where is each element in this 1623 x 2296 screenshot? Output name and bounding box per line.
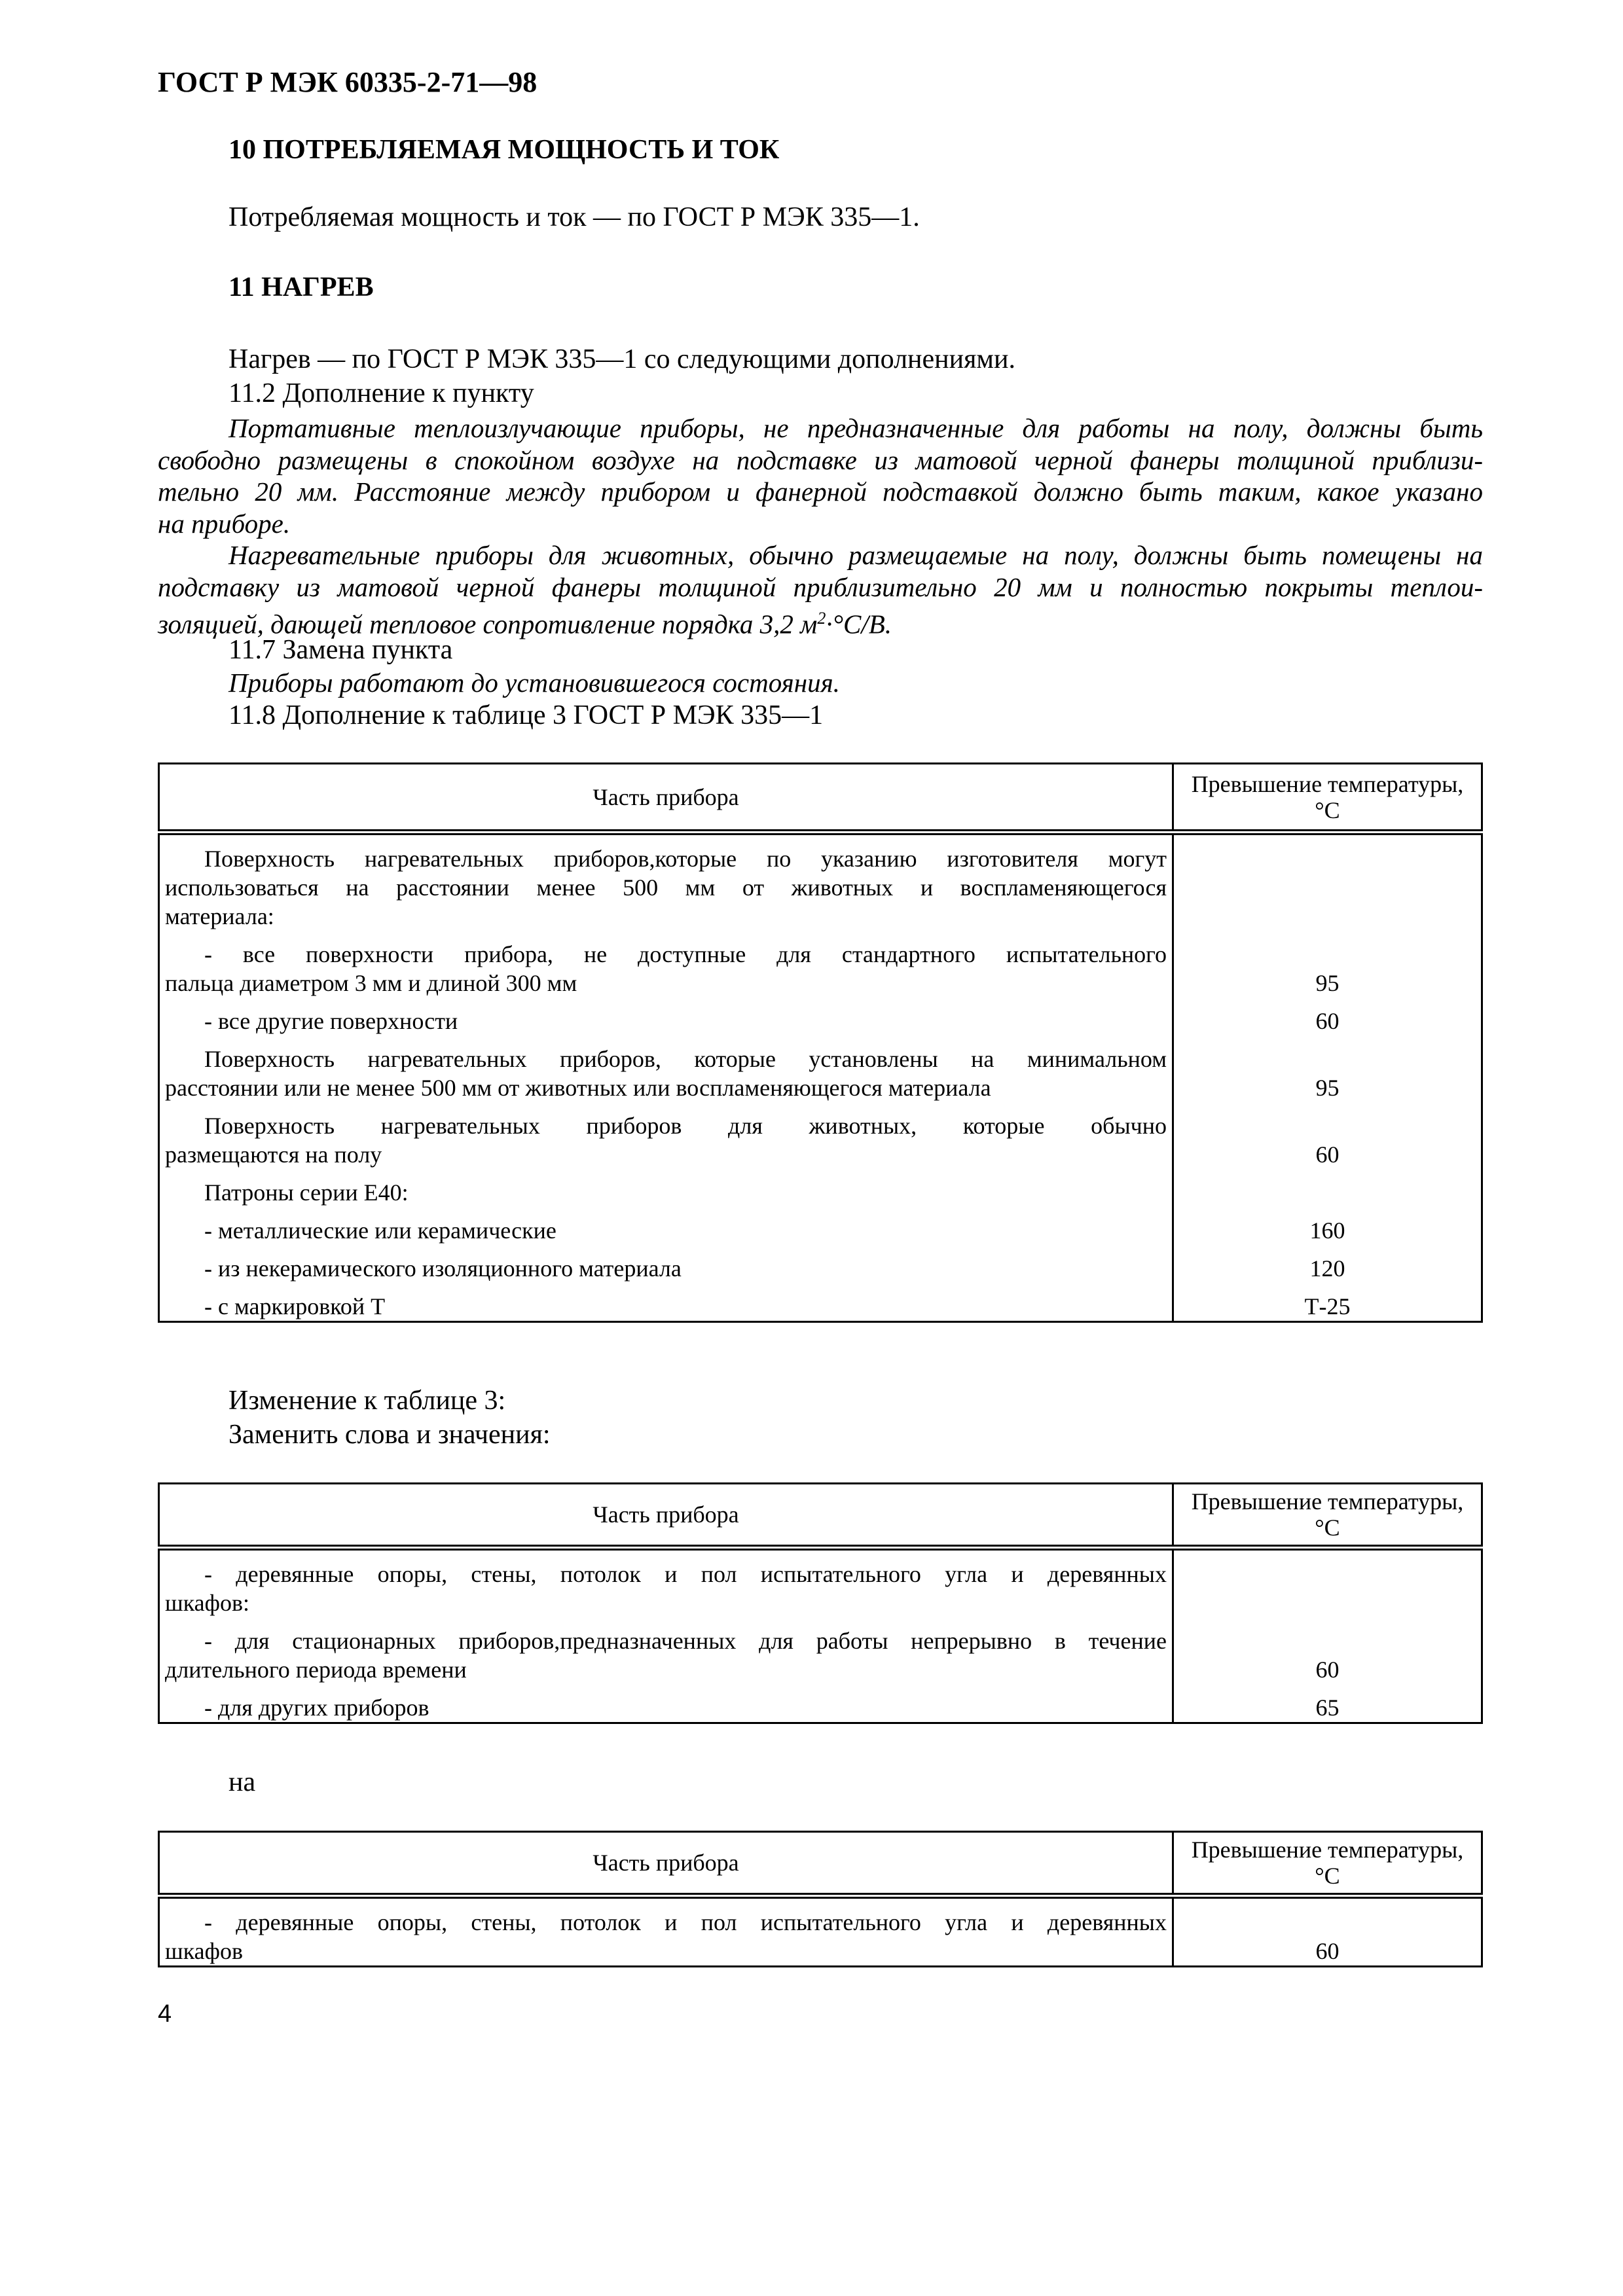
table-3 (158, 1831, 1483, 1967)
clause-11-8: 11.8 Дополнение к таблице 3 ГОСТ Р МЭК 335—1 (228, 700, 824, 730)
section-11-intro: Нагрев — по ГОСТ Р МЭК 335—1 со следующими дополнениями. (228, 344, 1015, 374)
part-cell (159, 1035, 1173, 1102)
cell-line: - для других приборов (204, 1695, 429, 1721)
text-line: подставку из матовой черной фанеры толщиной приблизительно 20 мм и полностью покрыты теплои- (158, 571, 1483, 602)
table-row (159, 931, 1482, 997)
value-cell (1173, 1548, 1482, 1618)
cell-line: - из некерамического изоляционного материала (204, 1255, 682, 1282)
cell-line: Поверхность нагревательных приборов для животных, которые обычно (204, 1113, 1167, 1139)
header-line: Превышение температуры, (1191, 1837, 1464, 1863)
cell-line: размещаются на полу (165, 1141, 382, 1168)
table-row (159, 1548, 1482, 1618)
value-cell: Т-25 (1173, 1283, 1482, 1322)
table-row (159, 833, 1482, 931)
part-cell (159, 1548, 1173, 1618)
cell-line: Поверхность нагревательных приборов,которые по указанию изготовителя могут (204, 846, 1167, 872)
page-number: 4 (158, 2000, 172, 2028)
part-cell (159, 997, 1173, 1035)
cell-line: - все поверхности прибора, не доступные для стандартного испытательного (204, 941, 1167, 967)
value-cell: 60 (1173, 1617, 1482, 1684)
column-header-part: Часть прибора (159, 1484, 1173, 1548)
column-header-part: Часть прибора (159, 764, 1173, 833)
document-header: ГОСТ Р МЭК 60335-2-71—98 (158, 66, 538, 98)
cell-line: расстоянии или не менее 500 мм от животных или воспламеняющегося материала (165, 1075, 991, 1101)
part-cell (159, 833, 1173, 931)
value-cell: 60 (1173, 1102, 1482, 1169)
column-header-temp (1173, 1832, 1482, 1896)
text-line: тельно 20 мм. Расстояние между прибором и фанерной подставкой должно быть таким, какое указано (158, 476, 1483, 507)
cell-line: - деревянные опоры, стены, потолок и пол испытательного угла и деревянных (204, 1561, 1167, 1587)
part-cell (159, 1896, 1173, 1967)
text-line: свободно размещены в спокойном воздухе на подставке из матовой черной фанеры толщиной приблизи- (158, 444, 1483, 475)
value-cell: 95 (1173, 931, 1482, 997)
value-cell (1173, 833, 1482, 931)
cell-line: пальца диаметром 3 мм и длиной 300 мм (165, 970, 577, 996)
text-span: ·°С/В. (826, 609, 892, 639)
clause-11-7-text: Приборы работают до установившегося состояния. (228, 668, 840, 698)
section-11-title: 11 НАГРЕВ (228, 272, 374, 302)
value-cell: 160 (1173, 1207, 1482, 1245)
cell-line: - для стационарных приборов,предназначенных для работы непрерывно в течение (204, 1628, 1167, 1654)
table-row (159, 1684, 1482, 1723)
table-row (159, 997, 1482, 1035)
value-cell: 60 (1173, 997, 1482, 1035)
header-line: °С (1315, 1515, 1340, 1541)
text-span: золяцией, дающей тепловое сопротивление порядка 3,2 м (158, 609, 818, 639)
header-line: Превышение температуры, (1191, 770, 1464, 797)
cell-line: шкафов (165, 1938, 243, 1964)
value-cell: 95 (1173, 1035, 1482, 1102)
na-text: на (228, 1767, 256, 1797)
cell-line: - металлические или керамические (204, 1217, 556, 1244)
text-line: на приборе. (158, 508, 291, 539)
clause-11-2: 11.2 Дополнение к пункту (228, 378, 534, 408)
part-cell (159, 1169, 1173, 1207)
replace-note: Заменить слова и значения: (228, 1420, 551, 1450)
table-2 (158, 1482, 1483, 1724)
column-header-temp (1173, 764, 1482, 833)
part-cell (159, 931, 1173, 997)
cell-line: - с маркировкой Т (204, 1293, 386, 1319)
superscript: 2 (817, 609, 826, 628)
part-cell (159, 1207, 1173, 1245)
value-cell: 65 (1173, 1684, 1482, 1723)
table-row (159, 1169, 1482, 1207)
text-line: Портативные теплоизлучающие приборы, не предназначенные для работы на полу, должны быть (228, 413, 1483, 443)
section-10-title: 10 ПОТРЕБЛЯЕМАЯ МОЩНОСТЬ И ТОК (228, 135, 780, 165)
table-row (159, 1245, 1482, 1283)
column-header-part: Часть прибора (159, 1832, 1173, 1896)
clause-11-7: 11.7 Замена пункта (228, 635, 453, 665)
header-line: °С (1315, 797, 1340, 823)
header-line: Превышение температуры, (1191, 1488, 1464, 1515)
table-row (159, 1617, 1482, 1684)
cell-line: - все другие поверхности (204, 1008, 458, 1034)
cell-line: - деревянные опоры, стены, потолок и пол испытательного угла и деревянных (204, 1909, 1167, 1935)
table-row (159, 1896, 1482, 1967)
section-10-text: Потребляемая мощность и ток — по ГОСТ Р МЭК 335—1. (228, 202, 920, 232)
cell-line: материала: (165, 903, 274, 929)
italic-paragraph-1 (158, 412, 1483, 640)
cell-line: шкафов: (165, 1590, 249, 1616)
column-header-temp (1173, 1484, 1482, 1548)
cell-line: использоваться на расстоянии менее 500 мм от животных и воспламеняющегося (165, 874, 1167, 901)
part-cell (159, 1283, 1173, 1322)
table-row (159, 1102, 1482, 1169)
header-line: °С (1315, 1863, 1340, 1889)
value-cell: 120 (1173, 1245, 1482, 1283)
table-row (159, 1283, 1482, 1322)
table-row (159, 1035, 1482, 1102)
table-1 (158, 762, 1483, 1323)
part-cell (159, 1102, 1173, 1169)
table-row (159, 1207, 1482, 1245)
part-cell (159, 1245, 1173, 1283)
cell-line: Патроны серии Е40: (204, 1179, 409, 1206)
change-note: Изменение к таблице 3: (228, 1386, 506, 1416)
value-cell: 60 (1173, 1896, 1482, 1967)
part-cell (159, 1617, 1173, 1684)
text-line: Нагревательные приборы для животных, обычно размещаемые на полу, должны быть помещены на (228, 540, 1483, 570)
part-cell (159, 1684, 1173, 1723)
cell-line: Поверхность нагревательных приборов, которые установлены на минимальном (204, 1046, 1167, 1072)
cell-line: длительного периода времени (165, 1657, 467, 1683)
value-cell (1173, 1169, 1482, 1207)
